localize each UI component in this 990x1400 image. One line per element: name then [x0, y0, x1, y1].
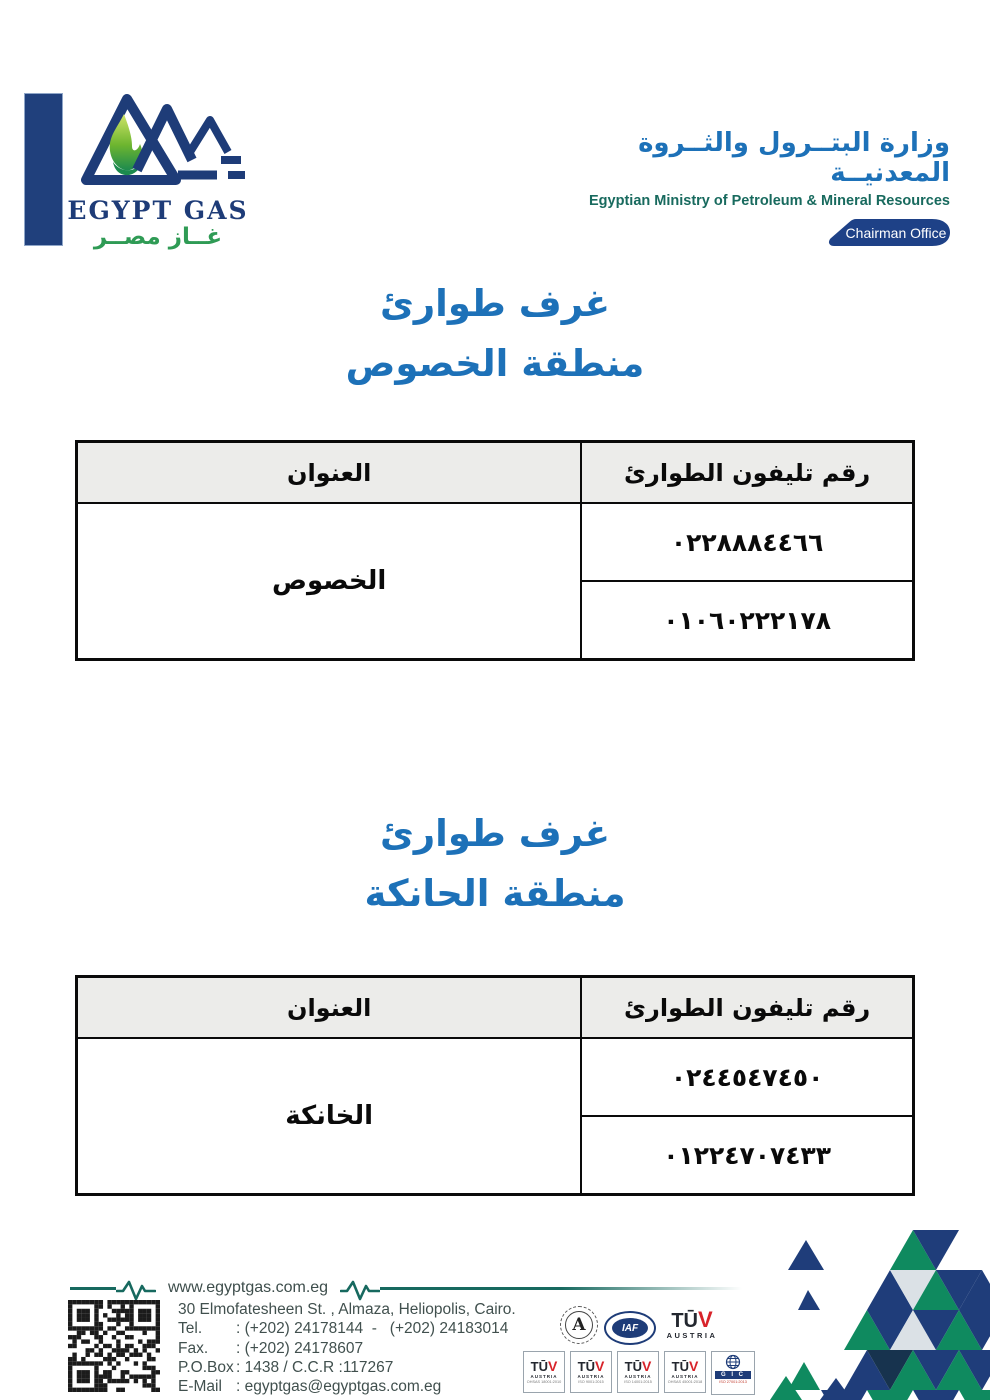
qr-code-icon [68, 1300, 160, 1392]
globe-icon [725, 1354, 741, 1370]
chairman-office-label: Chairman Office [845, 224, 947, 241]
gic-logo-icon: G I C ISO 27001:2013 [711, 1351, 755, 1395]
ministry-title-arabic: وزارة البتــرول والثــروة المعدنيــة [638, 128, 950, 188]
chairman-office-badge [826, 219, 950, 246]
ministry-title-english: Egyptian Ministry of Petroleum & Mineral Resources [589, 193, 950, 209]
pulse-line-icon [340, 1275, 380, 1301]
iaf-badge-icon [604, 1311, 656, 1345]
pobox-line: P.O.Box : 1438 / C.C.R :117267 [178, 1358, 394, 1376]
egyptgas-logo-icon [77, 90, 249, 188]
phone-line: Tel. : (+202) 24178144 - (+202) 24183014 [178, 1320, 509, 1338]
address-column-header: العنوان [77, 977, 582, 1039]
section1-title-line1: غرف طوارئ [379, 282, 611, 325]
area-name-cell: الخانكة [77, 1038, 582, 1195]
logo-title: EGYPT GAS [67, 196, 249, 225]
tuv-cert-box: TŪV AUSTRIA ISO 14001:2015 [617, 1351, 659, 1393]
divider-line [70, 1287, 116, 1290]
phone-cell: ٠١٠٦٠٢٢٢١٧٨ [581, 581, 913, 660]
triangle-mosaic-decoration [760, 1228, 990, 1400]
email-line: E-Mail : egyptgas@egyptgas.com.eg [178, 1378, 442, 1396]
tuv-cert-box: TŪV AUSTRIA OHSAS 45001:2018 [664, 1351, 706, 1393]
website-url: www.egyptgas.com.eg [168, 1279, 329, 1296]
ministry-block [510, 128, 950, 246]
table-row [77, 503, 914, 581]
pulse-line-icon [116, 1275, 156, 1301]
divider-line [380, 1287, 742, 1290]
iaf-label: IAF [612, 1318, 648, 1338]
contact-block [178, 1300, 568, 1396]
emergency-table-khanka [75, 975, 915, 1196]
section2-title-line1: غرف طوارئ [379, 812, 611, 855]
gic-label: G I C [715, 1371, 751, 1379]
table-row [77, 1038, 914, 1116]
section1-heading [0, 282, 990, 385]
phone-cell: ٠٢٤٤٥٤٧٤٥٠ [581, 1038, 913, 1116]
phone-cell: ٠٢٢٨٨٨٤٤٦٦ [581, 503, 913, 581]
phone-column-header: رقم تليفون الطوارئ [581, 977, 913, 1039]
address-column-header: العنوان [77, 442, 582, 504]
logo-title-arabic: غــاز مصــر [93, 224, 223, 250]
section1-title-line2: منطقة الخصوص [345, 342, 645, 385]
table-header-row [77, 442, 914, 504]
tuv-austria-logo: TŪV AUSTRIA [660, 1310, 724, 1340]
fax-line: Fax. : (+202) 24178607 [178, 1339, 364, 1357]
emergency-table-khosous [75, 440, 915, 661]
accreditation-seal-icon [560, 1306, 598, 1344]
tuv-cert-box: TŪV AUSTRIA ISO 9001:2015 [570, 1351, 612, 1393]
footer-divider [70, 1275, 742, 1301]
area-name-cell: الخصوص [77, 503, 582, 660]
street-address: 30 Elmofatesheen St. , Almaza, Heliopolis, Cairo. [178, 1301, 516, 1318]
table-header-row [77, 977, 914, 1039]
section2-heading [0, 812, 990, 915]
tuv-cert-box: TŪV AUSTRIA OHSAS 18001:2010 [523, 1351, 565, 1393]
phone-cell: ٠١٢٢٤٧٠٧٤٣٣ [581, 1116, 913, 1195]
phone-column-header: رقم تليفون الطوارئ [581, 442, 913, 504]
a-mark-label: A [572, 1315, 586, 1335]
tuv-austria-label: AUSTRIA [666, 1331, 718, 1340]
certification-boxes [523, 1351, 755, 1395]
section2-title-line2: منطقة الحانكة [364, 872, 626, 915]
